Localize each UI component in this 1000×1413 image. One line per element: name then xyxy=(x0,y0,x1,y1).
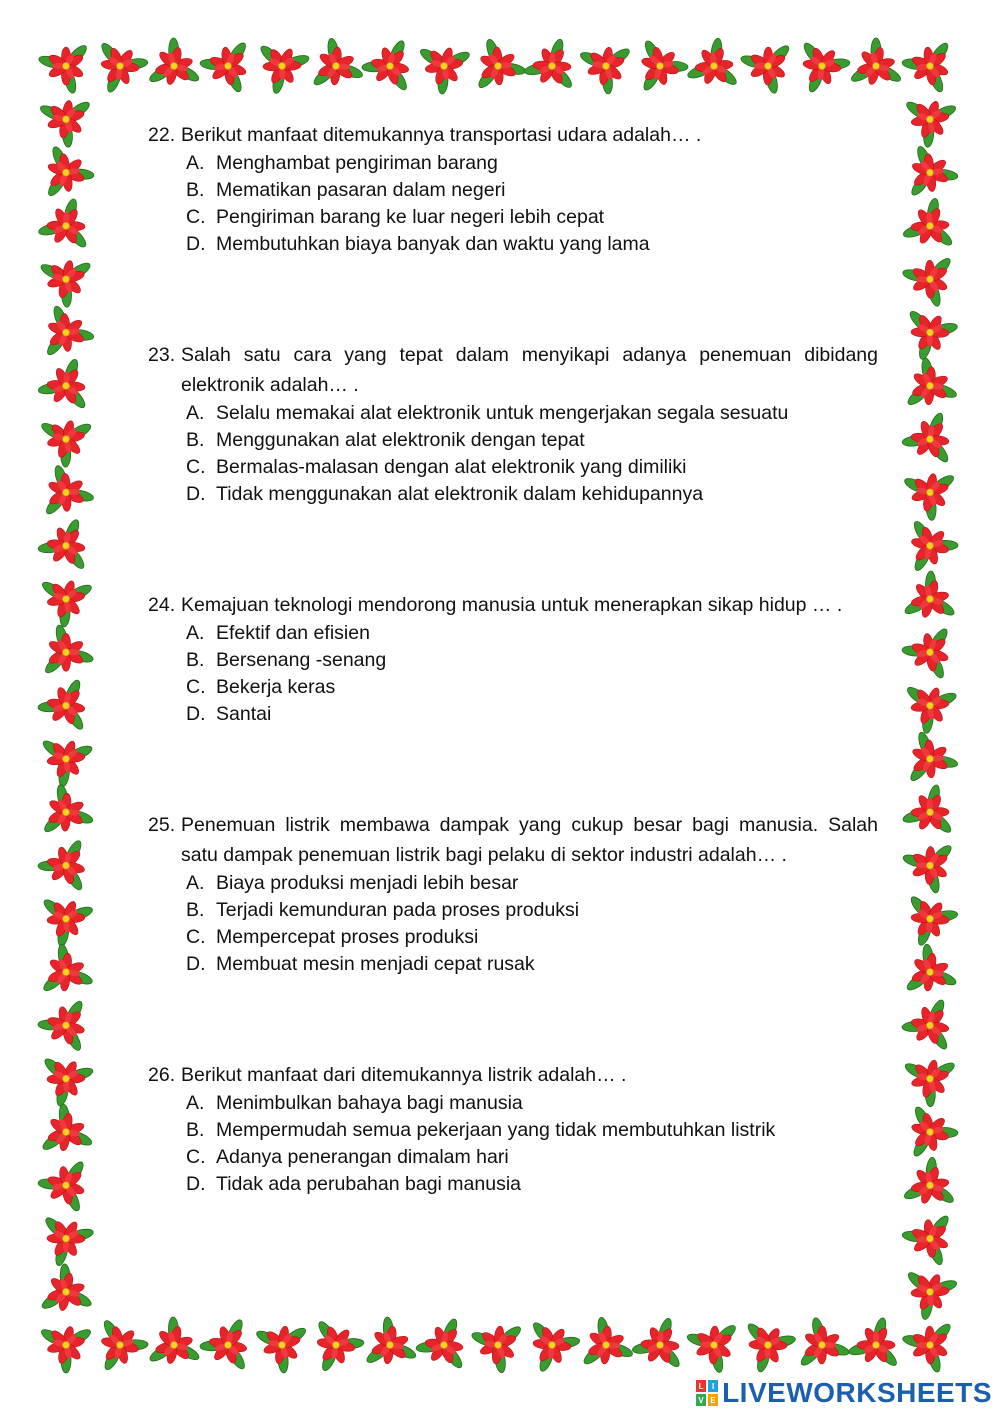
option-d[interactable] xyxy=(148,1171,878,1198)
option-d[interactable] xyxy=(148,701,878,728)
option-letter: A. xyxy=(186,872,205,894)
answer-options xyxy=(148,620,878,728)
option-a[interactable] xyxy=(148,1090,878,1117)
option-b[interactable] xyxy=(148,897,878,924)
option-letter: B. xyxy=(186,1119,205,1141)
option-letter: A. xyxy=(186,1092,205,1114)
question-text: Kemajuan teknologi mendorong manusia untuk menerapkan sikap hidup … . xyxy=(181,594,843,616)
logo-letter: I xyxy=(708,1380,718,1392)
option-text: Mempermudah semua pekerjaan yang tidak membutuhkan listrik xyxy=(216,1119,776,1141)
option-text: Selalu memakai alat elektronik untuk mengerjakan segala sesuatu xyxy=(216,402,789,424)
option-c[interactable] xyxy=(148,454,878,481)
question-number: 26. xyxy=(148,1064,176,1086)
question-stem xyxy=(148,1060,878,1090)
option-letter: A. xyxy=(186,622,205,644)
question-number: 22. xyxy=(148,124,176,146)
option-text: Membutuhkan biaya banyak dan waktu yang lama xyxy=(216,233,650,255)
answer-options xyxy=(148,870,878,978)
option-b[interactable] xyxy=(148,1117,878,1144)
option-letter: D. xyxy=(186,953,206,975)
option-letter: C. xyxy=(186,676,206,698)
option-b[interactable] xyxy=(148,177,878,204)
question-stem xyxy=(148,340,878,400)
question-number: 25. xyxy=(148,814,176,836)
answer-options xyxy=(148,400,878,508)
option-letter: B. xyxy=(186,429,205,451)
liveworksheets-watermark xyxy=(696,1376,992,1410)
question-24 xyxy=(148,590,878,728)
question-25 xyxy=(148,810,878,978)
option-c[interactable] xyxy=(148,674,878,701)
option-letter: D. xyxy=(186,703,206,725)
option-c[interactable] xyxy=(148,924,878,951)
option-letter: B. xyxy=(186,649,205,671)
logo-letter: V xyxy=(696,1394,706,1406)
question-text: Penemuan listrik membawa dampak yang cukup besar bagi manusia. Salah satu dampak penemuan listrik bagi pelaku di sektor industri adalah… . xyxy=(181,814,878,866)
option-text: Efektif dan efisien xyxy=(216,622,370,644)
option-letter: C. xyxy=(186,456,206,478)
question-number: 24. xyxy=(148,594,176,616)
option-text: Menggunakan alat elektronik dengan tepat xyxy=(216,429,585,451)
option-text: Bekerja keras xyxy=(216,676,336,698)
question-22 xyxy=(148,120,878,258)
option-b[interactable] xyxy=(148,647,878,674)
option-d[interactable] xyxy=(148,481,878,508)
option-letter: D. xyxy=(186,1173,206,1195)
option-a[interactable] xyxy=(148,150,878,177)
option-text: Mematikan pasaran dalam negeri xyxy=(216,179,506,201)
liveworksheets-logo-icon xyxy=(696,1380,718,1406)
answer-options xyxy=(148,1090,878,1198)
option-text: Tidak menggunakan alat elektronik dalam kehidupannya xyxy=(216,483,704,505)
question-26 xyxy=(148,1060,878,1198)
option-letter: C. xyxy=(186,206,206,228)
option-a[interactable] xyxy=(148,620,878,647)
option-a[interactable] xyxy=(148,400,878,427)
question-text: Salah satu cara yang tepat dalam menyikapi adanya penemuan dibidang elektronik adalah… . xyxy=(181,344,878,396)
option-letter: A. xyxy=(186,152,205,174)
option-text: Menimbulkan bahaya bagi manusia xyxy=(216,1092,523,1114)
option-text: Santai xyxy=(216,703,272,725)
option-text: Biaya produksi menjadi lebih besar xyxy=(216,872,519,894)
question-23 xyxy=(148,340,878,508)
option-text: Pengiriman barang ke luar negeri lebih cepat xyxy=(216,206,605,228)
option-letter: D. xyxy=(186,233,206,255)
option-text: Bersenang -senang xyxy=(216,649,387,671)
option-text: Tidak ada perubahan bagi manusia xyxy=(216,1173,521,1195)
option-text: Menghambat pengiriman barang xyxy=(216,152,498,174)
answer-options xyxy=(148,150,878,258)
option-b[interactable] xyxy=(148,427,878,454)
question-number: 23. xyxy=(148,344,176,366)
logo-letter: E xyxy=(708,1394,718,1406)
option-text: Terjadi kemunduran pada proses produksi xyxy=(216,899,580,921)
logo-letter: L xyxy=(696,1380,706,1392)
question-text: Berikut manfaat ditemukannya transportasi udara adalah… . xyxy=(181,124,702,146)
option-letter: B. xyxy=(186,179,205,201)
option-text: Membuat mesin menjadi cepat rusak xyxy=(216,953,535,975)
watermark-text: LIVEWORKSHEETS xyxy=(722,1377,992,1408)
question-stem xyxy=(148,590,878,620)
option-letter: C. xyxy=(186,926,206,948)
option-c[interactable] xyxy=(148,1144,878,1171)
question-text: Berikut manfaat dari ditemukannya listrik adalah… . xyxy=(181,1064,627,1086)
option-text: Mempercepat proses produksi xyxy=(216,926,479,948)
option-d[interactable] xyxy=(148,951,878,978)
option-letter: C. xyxy=(186,1146,206,1168)
question-stem xyxy=(148,810,878,870)
question-stem xyxy=(148,120,878,150)
option-text: Bermalas-malasan dengan alat elektronik yang dimiliki xyxy=(216,456,687,478)
option-letter: A. xyxy=(186,402,205,424)
option-d[interactable] xyxy=(148,231,878,258)
option-c[interactable] xyxy=(148,204,878,231)
option-a[interactable] xyxy=(148,870,878,897)
option-letter: B. xyxy=(186,899,205,921)
option-text: Adanya penerangan dimalam hari xyxy=(216,1146,509,1168)
option-letter: D. xyxy=(186,483,206,505)
